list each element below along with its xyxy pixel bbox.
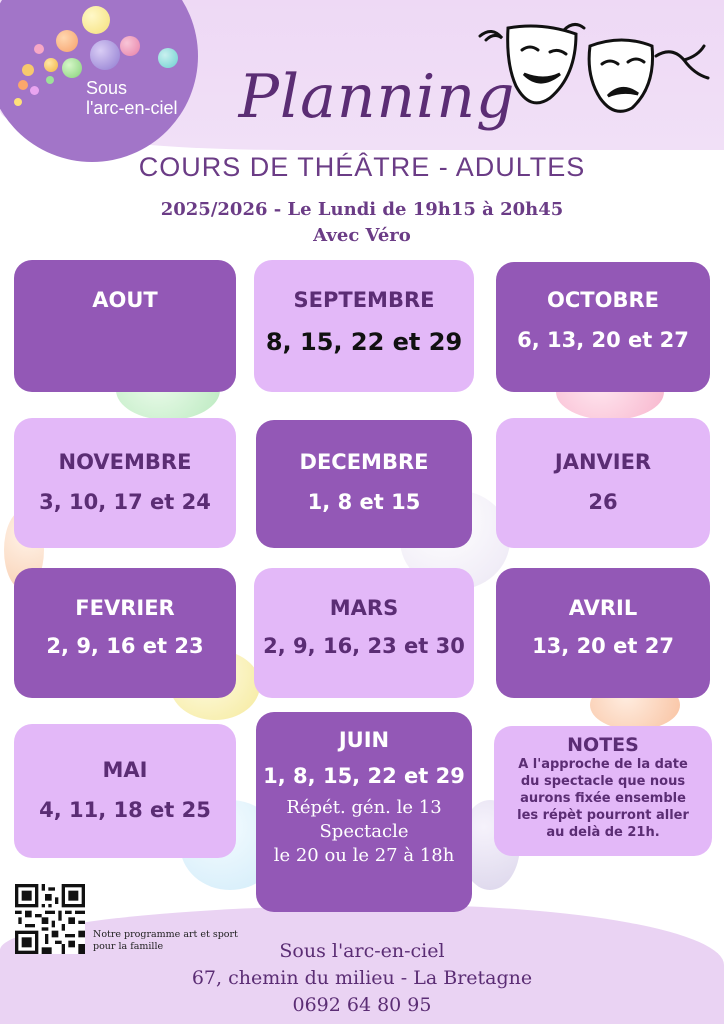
notes-line: aurons fixée ensemble (520, 791, 686, 806)
month-dates: 26 (588, 490, 618, 514)
qr-caption-line: Notre programme art et sport (93, 929, 238, 940)
logo-bubble-icon (30, 86, 39, 95)
page-subtitle: COURS DE THÉÂTRE - ADULTES (138, 152, 586, 182)
month-card-octobre (496, 262, 710, 392)
month-card-fevrier (14, 568, 236, 698)
notes-card (494, 726, 712, 856)
logo-bubble-icon (14, 98, 22, 106)
month-card-mai (14, 724, 236, 858)
month-dates: 1, 8 et 15 (307, 490, 421, 514)
month-dates: 1, 8, 15, 22 et 29 (263, 764, 465, 788)
month-card-novembre (14, 418, 236, 548)
logo-bubble-icon (62, 58, 82, 78)
logo-bubble-icon (158, 48, 178, 68)
notes-line: du spectacle que nous (520, 774, 686, 789)
notes-line: les répèt pourront aller (517, 808, 689, 823)
juin-rehearsal: Répét. gén. le 13 (286, 797, 442, 818)
logo-bubble-icon (44, 58, 58, 72)
month-name: SEPTEMBRE (293, 288, 435, 312)
logo-bubble-icon (46, 76, 54, 84)
month-name: NOVEMBRE (58, 450, 192, 474)
month-card-mars (254, 568, 474, 698)
logo-bubble-icon (120, 36, 140, 56)
month-name: AVRIL (568, 596, 638, 620)
logo-bubble-icon (90, 40, 120, 70)
month-card-janvier (496, 418, 710, 548)
month-dates: 6, 13, 20 et 27 (517, 328, 689, 352)
logo-line-1: Sous (86, 78, 128, 98)
logo-bubble-icon (18, 80, 28, 90)
month-dates: 13, 20 et 27 (532, 634, 674, 658)
logo-text (86, 78, 177, 118)
month-card-aout (14, 260, 236, 392)
logo-bubble-icon (22, 64, 34, 76)
month-dates: 3, 10, 17 et 24 (39, 490, 211, 514)
logo-bubble-icon (82, 6, 110, 34)
teacher-line: Avec Véro (313, 225, 411, 246)
month-name: MARS (329, 596, 399, 620)
footer-address: 67, chemin du milieu - La Bretagne (191, 967, 533, 989)
month-dates: 4, 11, 18 et 25 (39, 798, 211, 822)
juin-show-label: Spectacle (319, 821, 409, 842)
month-name: FEVRIER (75, 596, 175, 620)
logo-bubble-icon (34, 44, 44, 54)
month-name: MAI (102, 758, 148, 782)
month-name: AOUT (92, 288, 158, 312)
month-dates: 2, 9, 16, 23 et 30 (263, 634, 465, 658)
month-card-juin (256, 712, 472, 912)
month-dates: 8, 15, 22 et 29 (265, 328, 463, 356)
logo-line-2: l'arc-en-ciel (86, 98, 178, 118)
month-name: JANVIER (554, 450, 652, 474)
footer-phone[interactable]: 0692 64 80 95 (292, 994, 432, 1016)
page-title: Planning (238, 62, 516, 132)
month-name: JUIN (338, 728, 390, 752)
month-dates: 2, 9, 16 et 23 (46, 634, 204, 658)
schedule-line: 2025/2026 - Le Lundi de 19h15 à 20h45 (160, 199, 564, 220)
notes-title: NOTES (567, 734, 639, 756)
month-card-decembre (256, 420, 472, 548)
footer-org: Sous l'arc-en-ciel (279, 940, 445, 962)
month-name: OCTOBRE (547, 288, 659, 312)
month-card-septembre (254, 260, 474, 392)
notes-line: A l'approche de la date (518, 757, 688, 772)
qr-caption-line: pour la famille (93, 941, 164, 952)
notes-line: au delà de 21h. (546, 825, 660, 840)
juin-show-date: le 20 ou le 27 à 18h (273, 845, 455, 866)
month-name: DECEMBRE (299, 450, 429, 474)
month-card-avril (496, 568, 710, 698)
logo-bubble-icon (56, 30, 78, 52)
